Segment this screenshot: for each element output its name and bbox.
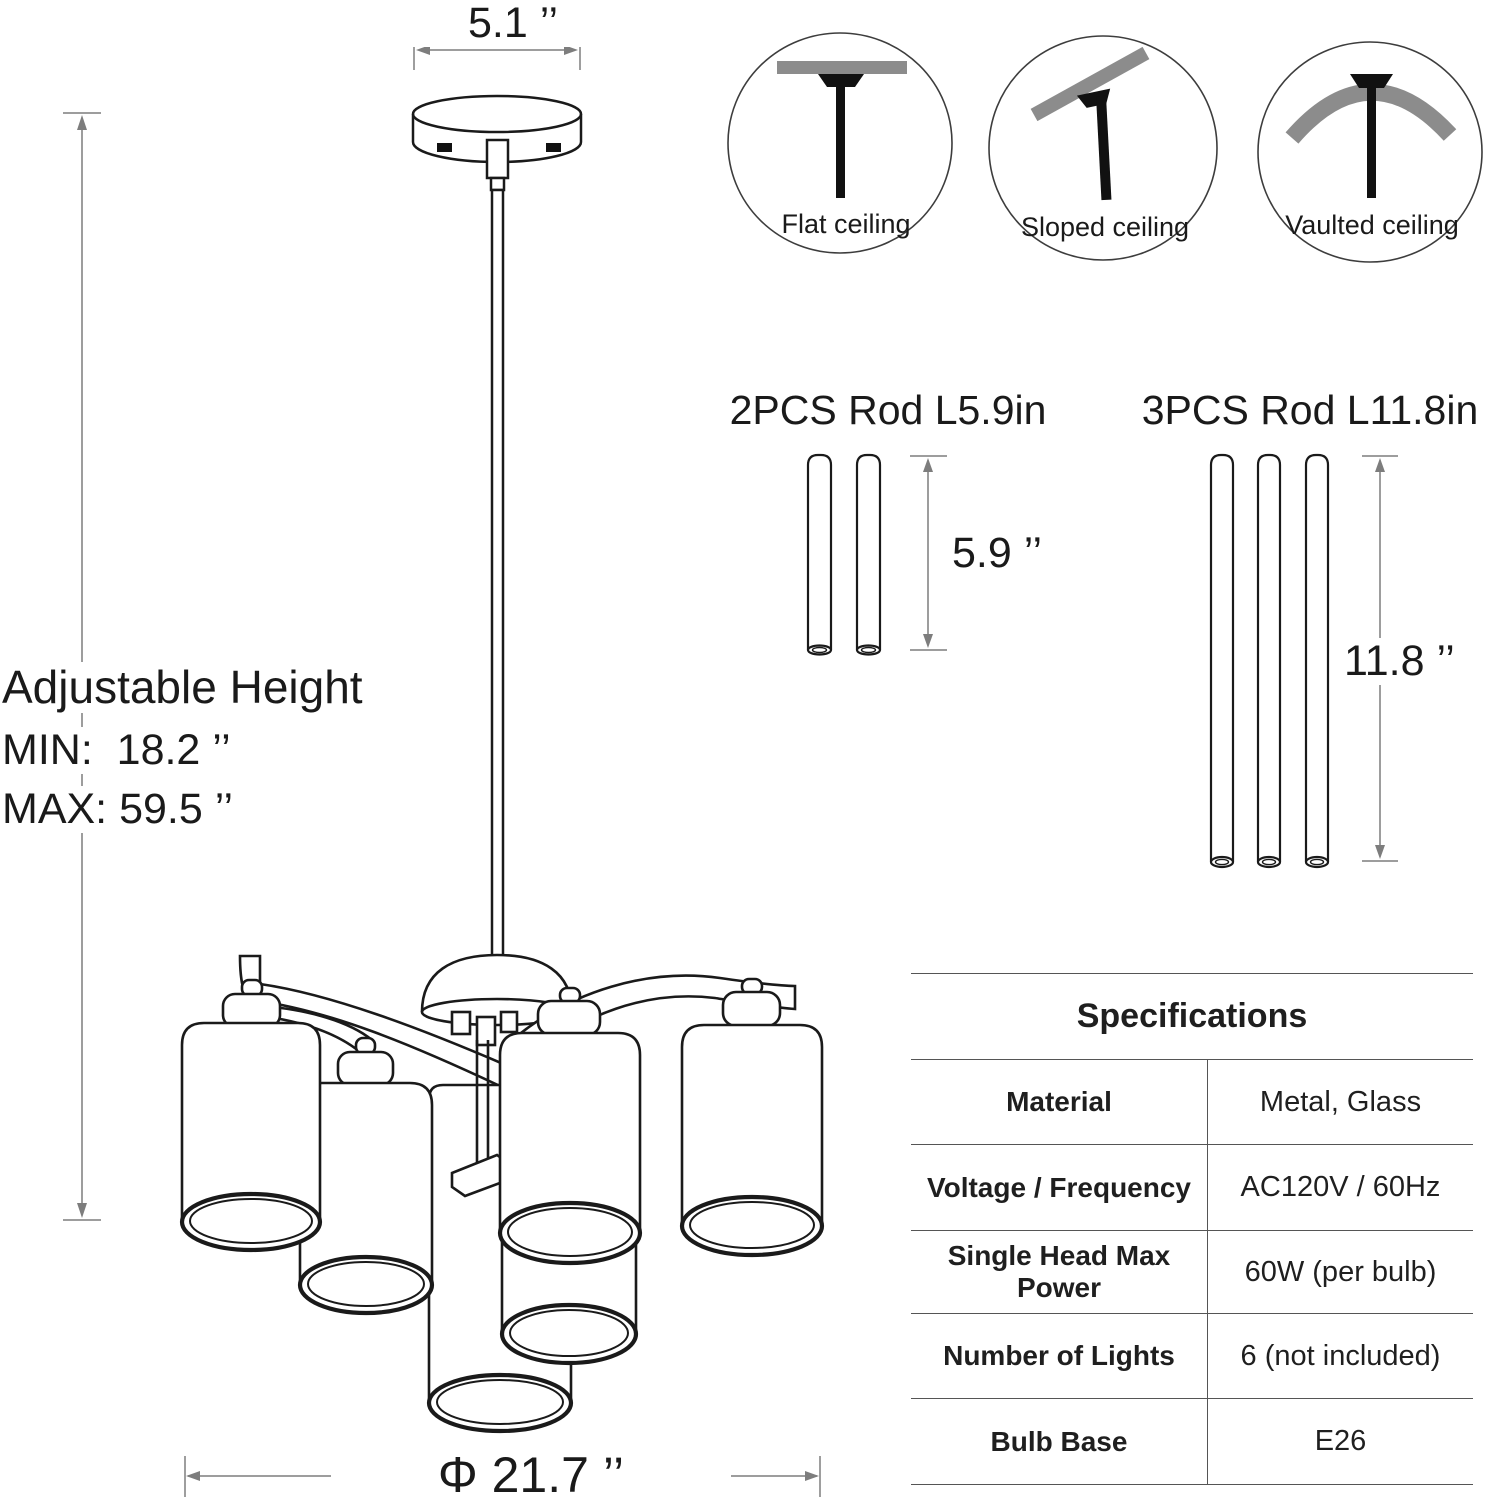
specifications-title: Specifications — [911, 974, 1473, 1060]
spec-label-number-of-lights: Number of Lights — [943, 1340, 1175, 1371]
spec-value-material: Metal, Glass — [1207, 1060, 1473, 1144]
min-height-label: MIN: 18.2 ’’ — [2, 726, 231, 774]
spec-value-number-of-lights: 6 (not included) — [1207, 1314, 1473, 1398]
table-row — [911, 1314, 1473, 1399]
short-rod-length-label: 5.9 ’’ — [952, 529, 1043, 577]
glass-shade — [682, 979, 822, 1255]
vaulted-ceiling-label: Vaulted ceiling — [1285, 210, 1459, 240]
spec-value-voltage: AC120V / 60Hz — [1207, 1145, 1473, 1230]
adjustable-height-title: Adjustable Height — [2, 661, 363, 713]
table-row — [911, 1145, 1473, 1231]
short-rod-dimension — [910, 456, 947, 650]
diameter-label: Φ 21.7 ’’ — [331, 1448, 731, 1500]
table-row — [911, 1399, 1473, 1485]
canopy — [413, 96, 581, 190]
long-rods-figure — [1211, 455, 1328, 867]
spec-label-bulb-base: Bulb Base — [990, 1425, 1128, 1457]
chandelier — [182, 955, 822, 1431]
specifications-table — [911, 973, 1473, 1485]
max-height-label: MAX: 59.5 ’’ — [2, 785, 234, 833]
spec-value-max-power: 60W (per bulb) — [1207, 1231, 1473, 1313]
long-rod-length-label: 11.8 ’’ — [1344, 637, 1455, 685]
spec-label-max-power: Single Head Max Power — [947, 1240, 1171, 1303]
table-row — [911, 1060, 1473, 1145]
short-rods-title: 2PCS Rod L5.9in — [638, 388, 1138, 433]
short-rods-figure — [808, 455, 880, 655]
long-rods-title: 3PCS Rod L11.8in — [1060, 388, 1488, 433]
spec-label-voltage: Voltage / Frequency — [927, 1171, 1191, 1203]
canopy-screw — [546, 143, 561, 152]
canopy-width-label: 5.1 ’’ — [413, 0, 613, 47]
glass-shade — [500, 988, 640, 1263]
spec-label-material: Material — [1006, 1086, 1112, 1117]
table-row — [911, 1231, 1473, 1314]
canopy-screw — [437, 143, 452, 152]
flat-ceiling-label: Flat ceiling — [781, 209, 911, 239]
spec-value-bulb-base: E26 — [1207, 1399, 1473, 1484]
sloped-ceiling-label: Sloped ceiling — [1020, 212, 1190, 242]
hanging-rod — [492, 190, 503, 958]
